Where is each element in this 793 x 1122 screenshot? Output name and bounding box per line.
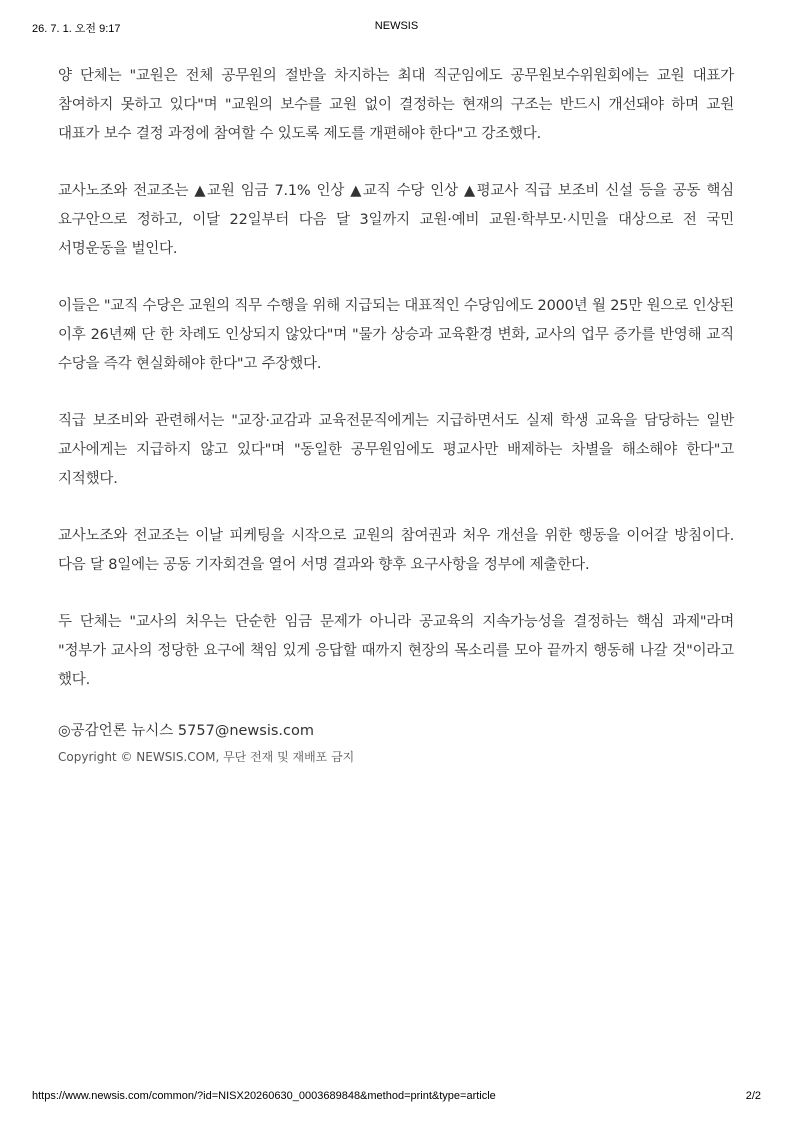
print-footer [32, 1090, 761, 1106]
article-paragraph: 두 단체는 "교사의 처우는 단순한 임금 문제가 아니라 공교육의 지속가능성을 결정하는 핵심 과제"라며 "정부가 교사의 정당한 요구에 책임 있게 응답할 때까지 현장의 목소리를 모아 끝까지 행동해 나갈 것"이라고 했다. [58, 614, 734, 688]
copyright-notice: Copyright © NEWSIS.COM, 무단 전재 및 재배포 금지 [58, 750, 355, 764]
print-date: 26. 7. 1. 오전 9:17 [32, 23, 121, 35]
article-paragraph: 교사노조와 전교조는 이날 피케팅을 시작으로 교원의 참여권과 처우 개선을 위한 행동을 이어갈 방침이다. 다음 달 8일에는 공동 기자회견을 열어 서명 결과와 향후 요구사항을 정부에 제출한다. [58, 528, 734, 573]
site-name: NEWSIS [374, 20, 419, 32]
byline: ◎공감언론 뉴시스 5757@newsis.com [58, 723, 315, 739]
article-paragraph: 이들은 "교직 수당은 교원의 직무 수행을 위해 지급되는 대표적인 수당임에도 2000년 월 25만 원으로 인상된 이후 26년째 단 한 차례도 인상되지 않았다"며 "물가 상승과 교육환경 변화, 교사의 업무 증가를 반영해 교직 수당을 즉각 현실화해야 한다"고 주장했다. [58, 298, 734, 372]
article-paragraph: 직급 보조비와 관련해서는 "교장·교감과 교육전문직에게는 지급하면서도 실제 학생 교육을 담당하는 일반 교사에게는 지급하지 않고 있다"며 "동일한 공무원임에도 평교사만 배제하는 차별을 해소해야 한다"고 지적했다. [58, 413, 734, 487]
page-url: https://www.newsis.com/common/?id=NISX20260630_0003689848&method=print&type=article [32, 1090, 496, 1102]
article-paragraph: 교사노조와 전교조는 ▲교원 임금 7.1% 인상 ▲교직 수당 인상 ▲평교사 직급 보조비 신설 등을 공동 핵심 요구안으로 정하고, 이달 22일부터 다음 달 3일까지 교원·예비 교원·학부모·시민을 대상으로 전 국민 서명운동을 벌인다. [58, 183, 734, 257]
print-header [32, 20, 761, 36]
article-paragraph: 양 단체는 "교원은 전체 공무원의 절반을 차지하는 최대 직군임에도 공무원보수위원회에는 교원 대표가 참여하지 못하고 있다"며 "교원의 보수를 교원 없이 결정하는 현재의 구조는 반드시 개선돼야 하며 교원 대표가 보수 결정 과정에 참여할 수 있도록 제도를 개편해야 한다"고 강조했다. [58, 68, 734, 142]
page-number: 2/2 [745, 1090, 761, 1102]
article-body [58, 62, 734, 723]
